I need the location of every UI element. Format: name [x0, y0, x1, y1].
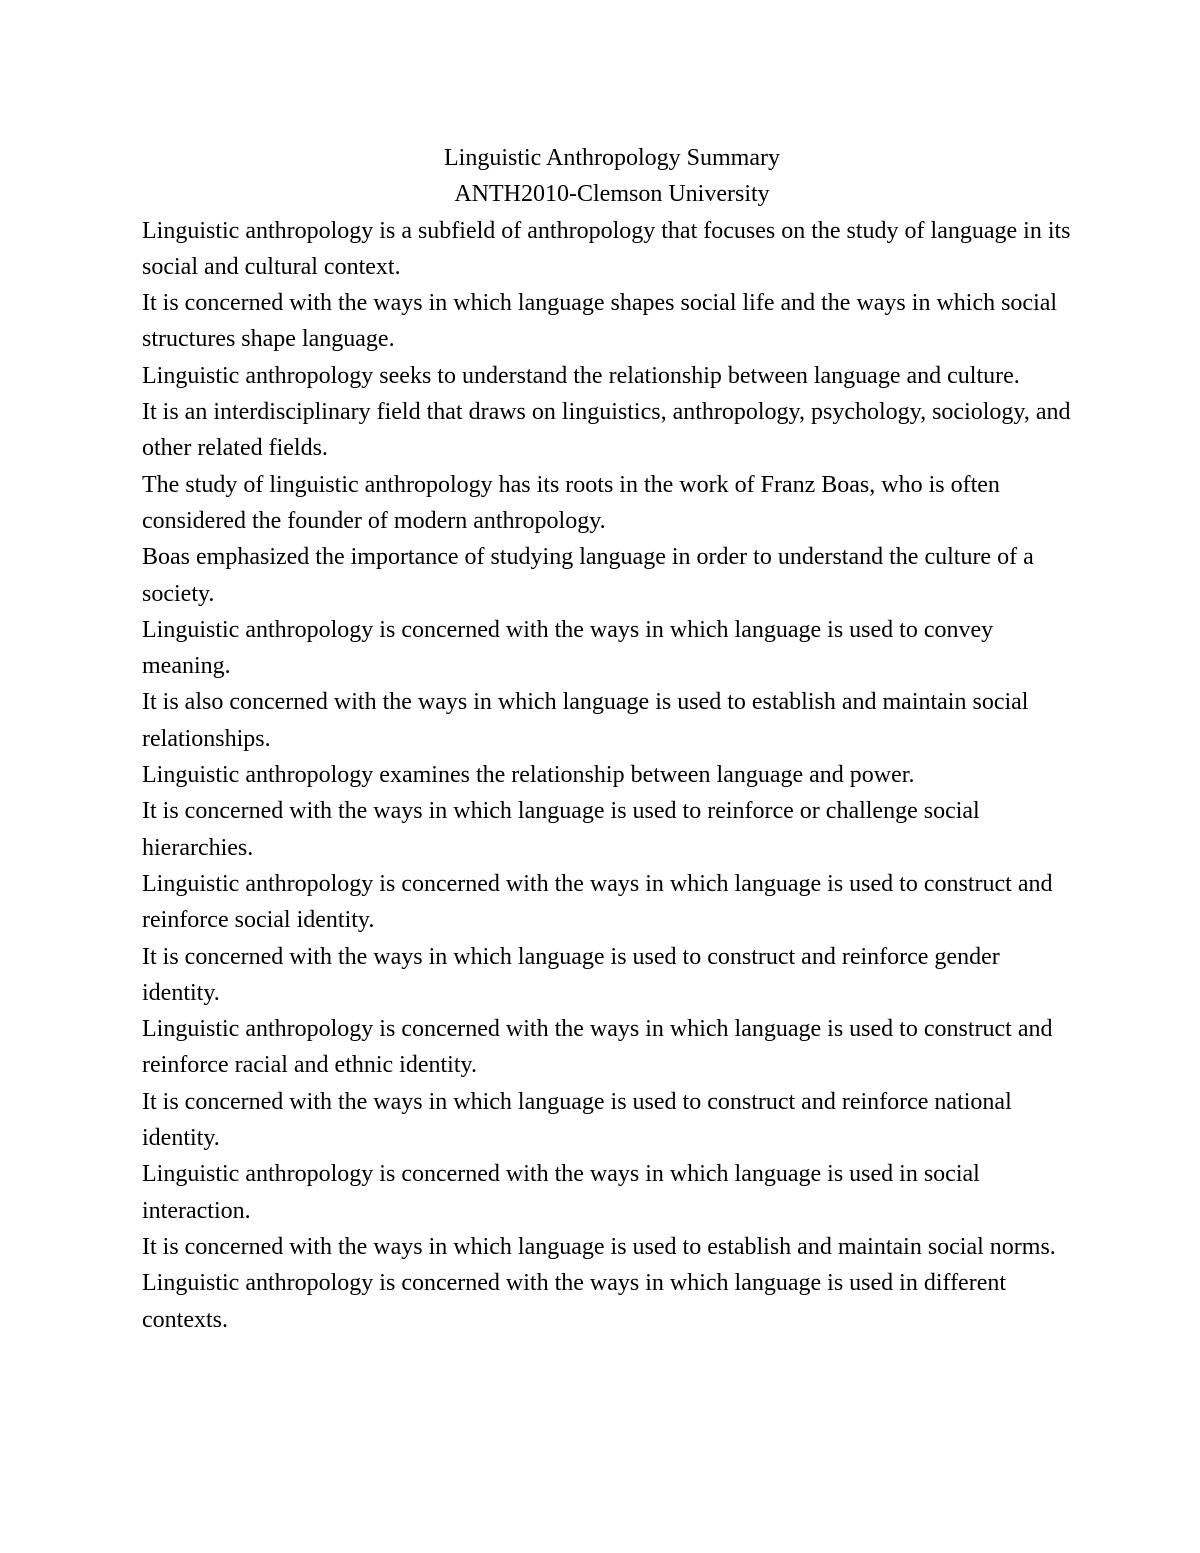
paragraph: Linguistic anthropology seeks to understand the relationship between language and culture.	[142, 362, 1020, 389]
paragraph: It is also concerned with the ways in which language is used to establish and maintain social relationships.	[142, 689, 1029, 752]
document-subtitle: ANTH2010-Clemson University	[454, 181, 770, 208]
paragraph: Linguistic anthropology is concerned with the ways in which language is used to construct and reinforce racial and ethnic identity.	[142, 1016, 1053, 1079]
paragraph: It is concerned with the ways in which language shapes social life and the ways in which social structures shape language.	[142, 290, 1058, 353]
paragraph: It is concerned with the ways in which language is used to establish and maintain social norms.	[142, 1233, 1056, 1260]
paragraph: Linguistic anthropology is a subfield of anthropology that focuses on the study of language in its social and cultural context.	[142, 217, 1071, 280]
paragraph: Linguistic anthropology is concerned with the ways in which language is used to construct and reinforce social identity.	[142, 870, 1053, 934]
paragraph: Linguistic anthropology is concerned with the ways in which language is used to convey meaning.	[142, 616, 994, 680]
paragraph: Boas emphasized the importance of studying language in order to understand the culture of a society.	[142, 544, 1034, 607]
paragraph: It is an interdisciplinary field that draws on linguistics, anthropology, psychology, sociology, and other related fields.	[142, 399, 1071, 462]
paragraph: Linguistic anthropology is concerned with the ways in which language is used in different contexts.	[142, 1270, 1007, 1333]
paragraph: It is concerned with the ways in which language is used to construct and reinforce gender identity.	[142, 943, 1000, 1006]
paragraph: It is concerned with the ways in which language is used to reinforce or challenge social hierarchies.	[142, 798, 980, 861]
paragraph: It is concerned with the ways in which language is used to construct and reinforce national identity.	[142, 1088, 1012, 1152]
paragraph: Linguistic anthropology examines the relationship between language and power.	[142, 762, 915, 789]
paragraph: Linguistic anthropology is concerned with the ways in which language is used in social interaction.	[142, 1161, 980, 1224]
paragraph: The study of linguistic anthropology has its roots in the work of Franz Boas, who is often considered the founder of modern anthropology.	[142, 471, 1000, 534]
document-body	[142, 140, 1082, 1338]
document-title: Linguistic Anthropology Summary	[444, 145, 780, 171]
